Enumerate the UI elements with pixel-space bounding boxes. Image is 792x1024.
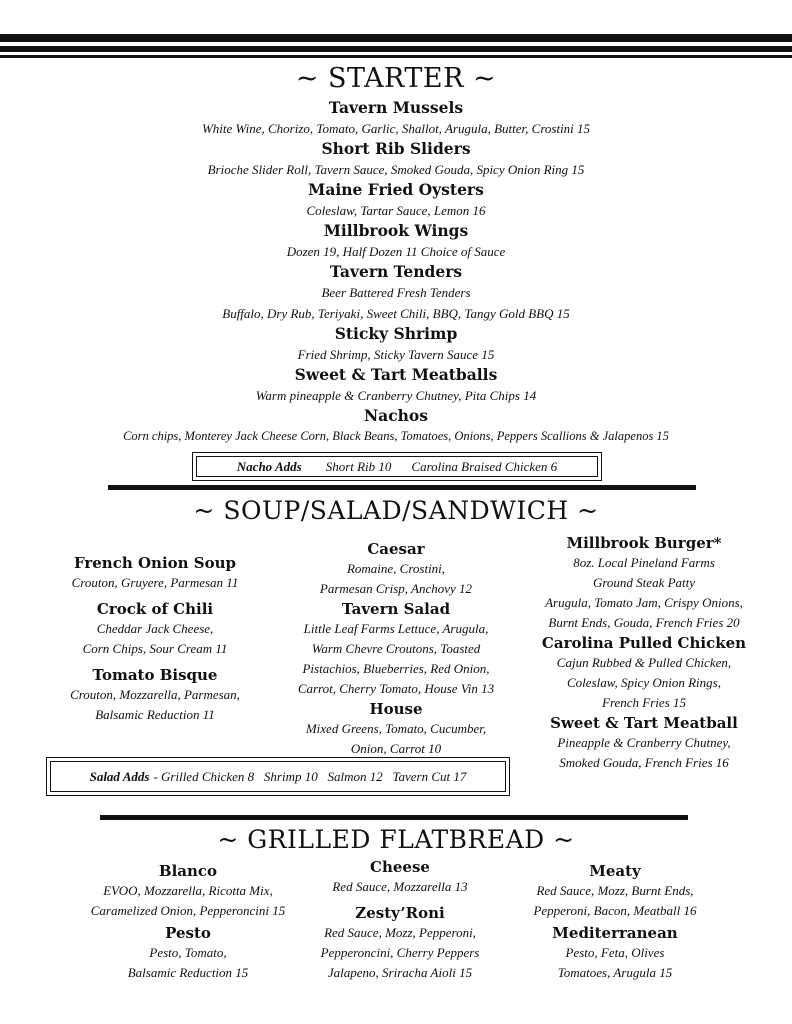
menu-item xyxy=(0,324,792,365)
nacho-add-item: Carolina Braised Chicken 6 xyxy=(411,458,558,474)
item-desc: Brioche Slider Roll, Tavern Sauce, Smoked Gouda, Spicy Onion Ring 15 xyxy=(207,162,585,177)
menu-item xyxy=(0,139,792,180)
menu-item xyxy=(520,713,768,773)
item-name: Maine Fried Oysters xyxy=(308,180,484,199)
menu-item xyxy=(40,665,270,725)
item-name: Tomato Bisque xyxy=(92,666,218,684)
item-desc: Smoked Gouda, French Fries 16 xyxy=(559,755,729,770)
item-desc: Pistachios, Blueberries, Red Onion, xyxy=(302,661,490,676)
menu-item xyxy=(500,861,730,921)
item-desc: Crouton, Mozzarella, Parmesan, xyxy=(70,687,240,702)
menu-item xyxy=(520,633,768,713)
starter-list xyxy=(0,98,792,447)
item-desc: Parmesan Crisp, Anchovy 12 xyxy=(319,581,473,596)
item-desc: Coleslaw, Tartar Sauce, Lemon 16 xyxy=(306,203,486,218)
item-desc: Balsamic Reduction 15 xyxy=(127,965,249,980)
flatbread-right-column xyxy=(500,861,730,983)
item-desc: Cajun Rubbed & Pulled Chicken, xyxy=(556,655,732,670)
item-name: Sweet & Tart Meatballs xyxy=(294,365,498,384)
item-desc: Fried Shrimp, Sticky Tavern Sauce 15 xyxy=(297,347,495,362)
item-desc: Beer Battered Fresh Tenders xyxy=(321,285,471,300)
item-desc: Pepperoncini, Cherry Peppers xyxy=(320,945,480,960)
item-desc: Jalapeno, Sriracha Aioli 15 xyxy=(327,965,473,980)
section-divider xyxy=(108,485,696,490)
item-desc: EVOO, Mozzarella, Ricotta Mix, xyxy=(103,883,273,898)
item-desc: Little Leaf Farms Lettuce, Arugula, xyxy=(303,621,489,636)
item-name: Blanco xyxy=(158,862,218,880)
item-name: Tavern Salad xyxy=(341,600,451,618)
menu-item xyxy=(500,923,730,983)
item-name: Caesar xyxy=(367,540,425,558)
item-name: Meaty xyxy=(589,862,641,880)
menu-item xyxy=(276,699,516,759)
top-border-bar-1 xyxy=(0,34,792,42)
menu-item xyxy=(0,365,792,406)
salad-adds-label: Salad Adds xyxy=(89,768,150,784)
menu-item xyxy=(0,98,792,139)
item-name: Short Rib Sliders xyxy=(321,139,471,158)
menu-item xyxy=(0,221,792,262)
item-desc: Cheddar Jack Cheese, xyxy=(96,621,214,636)
item-desc: Balsamic Reduction 11 xyxy=(95,707,215,722)
item-name: Sweet & Tart Meatball xyxy=(550,714,738,732)
top-border-bar-2 xyxy=(0,46,792,52)
item-name: Cheese xyxy=(370,858,430,876)
item-desc: Burnt Ends, Gouda, French Fries 20 xyxy=(548,615,740,630)
item-desc: 8oz. Local Pineland Farms xyxy=(573,555,715,570)
item-desc: Red Sauce, Mozz, Burnt Ends, xyxy=(536,883,694,898)
nacho-adds-box xyxy=(192,452,602,481)
item-name: French Onion Soup xyxy=(73,554,237,572)
flatbread-title: ~ GRILLED FLATBREAD ~ xyxy=(217,825,575,854)
item-desc: Corn chips, Monterey Jack Cheese Corn, Black Beans, Tomatoes, Onions, Peppers Scallions & Jalapenos 15 xyxy=(123,429,669,443)
salad-adds-box xyxy=(46,757,510,796)
soup-salad-sandwich-title: ~ SOUP/SALAD/SANDWICH ~ xyxy=(193,496,599,525)
item-desc: Tomatoes, Arugula 15 xyxy=(557,965,673,980)
item-name: Crock of Chili xyxy=(96,600,214,618)
item-desc: Ground Steak Patty xyxy=(592,575,696,590)
menu-item xyxy=(290,903,510,983)
item-desc: Coleslaw, Spicy Onion Rings, xyxy=(567,675,721,690)
item-name: Mediterranean xyxy=(552,924,678,942)
item-desc: French Fries 15 xyxy=(602,695,686,710)
menu-item xyxy=(290,857,510,897)
item-desc: Caramelized Onion, Pepperoncini 15 xyxy=(90,903,286,918)
item-desc: Pesto, Feta, Olives xyxy=(565,945,665,960)
menu-item xyxy=(520,533,768,633)
menu-item xyxy=(276,539,516,599)
menu-item xyxy=(0,406,792,447)
nacho-add-item: Short Rib 10 xyxy=(325,458,392,474)
item-desc: Buffalo, Dry Rub, Teriyaki, Sweet Chili, BBQ, Tangy Gold BBQ 15 xyxy=(222,306,570,321)
item-desc: Warm pineapple & Cranberry Chutney, Pita Chips 14 xyxy=(255,388,537,403)
item-name: Zesty’Roni xyxy=(355,904,445,922)
nacho-adds-label: Nacho Adds xyxy=(236,458,302,474)
item-desc: Red Sauce, Mozz, Pepperoni, xyxy=(324,925,476,940)
item-desc: Red Sauce, Mozzarella 13 xyxy=(332,879,468,894)
item-desc: Carrot, Cherry Tomato, House Vin 13 xyxy=(297,681,495,696)
starter-title: ~ STARTER ~ xyxy=(295,63,497,94)
menu-item xyxy=(276,599,516,699)
item-desc: Arugula, Tomato Jam, Crispy Onions, xyxy=(545,595,743,610)
menu-item xyxy=(68,923,308,983)
item-desc: Corn Chips, Sour Cream 11 xyxy=(82,641,228,656)
menu-item xyxy=(40,599,270,659)
item-name: Millbrook Burger* xyxy=(566,534,722,552)
item-name: Tavern Mussels xyxy=(328,98,464,117)
menu-item xyxy=(0,180,792,221)
item-desc: Pesto, Tomato, xyxy=(149,945,227,960)
nacho-adds-inner xyxy=(196,456,598,477)
item-desc: White Wine, Chorizo, Tomato, Garlic, Shallot, Arugula, Butter, Crostini 15 xyxy=(201,121,591,136)
sandwich-column xyxy=(520,533,768,773)
salad-column xyxy=(276,539,516,759)
salad-adds-inner xyxy=(50,761,506,792)
item-name: Millbrook Wings xyxy=(323,221,469,240)
item-desc: Pepperoni, Bacon, Meatball 16 xyxy=(533,903,697,918)
item-desc: Mixed Greens, Tomato, Cucumber, xyxy=(305,721,487,736)
item-name: House xyxy=(369,700,423,718)
flatbread-left-column xyxy=(68,861,308,983)
menu-item xyxy=(68,861,308,921)
item-name: Sticky Shrimp xyxy=(334,324,458,343)
menu-item xyxy=(0,262,792,324)
salad-adds-text: - Grilled Chicken 8 Shrimp 10 Salmon 12 Tavern Cut 17 xyxy=(153,768,467,784)
item-desc: Warm Chevre Croutons, Toasted xyxy=(311,641,481,656)
soup-column xyxy=(40,553,270,725)
item-desc: Dozen 19, Half Dozen 11 Choice of Sauce xyxy=(286,244,506,259)
item-name: Tavern Tenders xyxy=(329,262,463,281)
item-name: Carolina Pulled Chicken xyxy=(541,634,747,652)
section-divider xyxy=(100,815,688,820)
item-name: Nachos xyxy=(364,406,428,425)
item-desc: Onion, Carrot 10 xyxy=(350,741,442,756)
flatbread-middle-column xyxy=(290,857,510,983)
menu-item xyxy=(40,553,270,593)
item-desc: Pineapple & Cranberry Chutney, xyxy=(557,735,731,750)
item-name: Pesto xyxy=(165,924,211,942)
top-border-bar-3 xyxy=(0,55,792,58)
item-desc: Crouton, Gruyere, Parmesan 11 xyxy=(71,575,239,590)
item-desc: Romaine, Crostini, xyxy=(346,561,446,576)
